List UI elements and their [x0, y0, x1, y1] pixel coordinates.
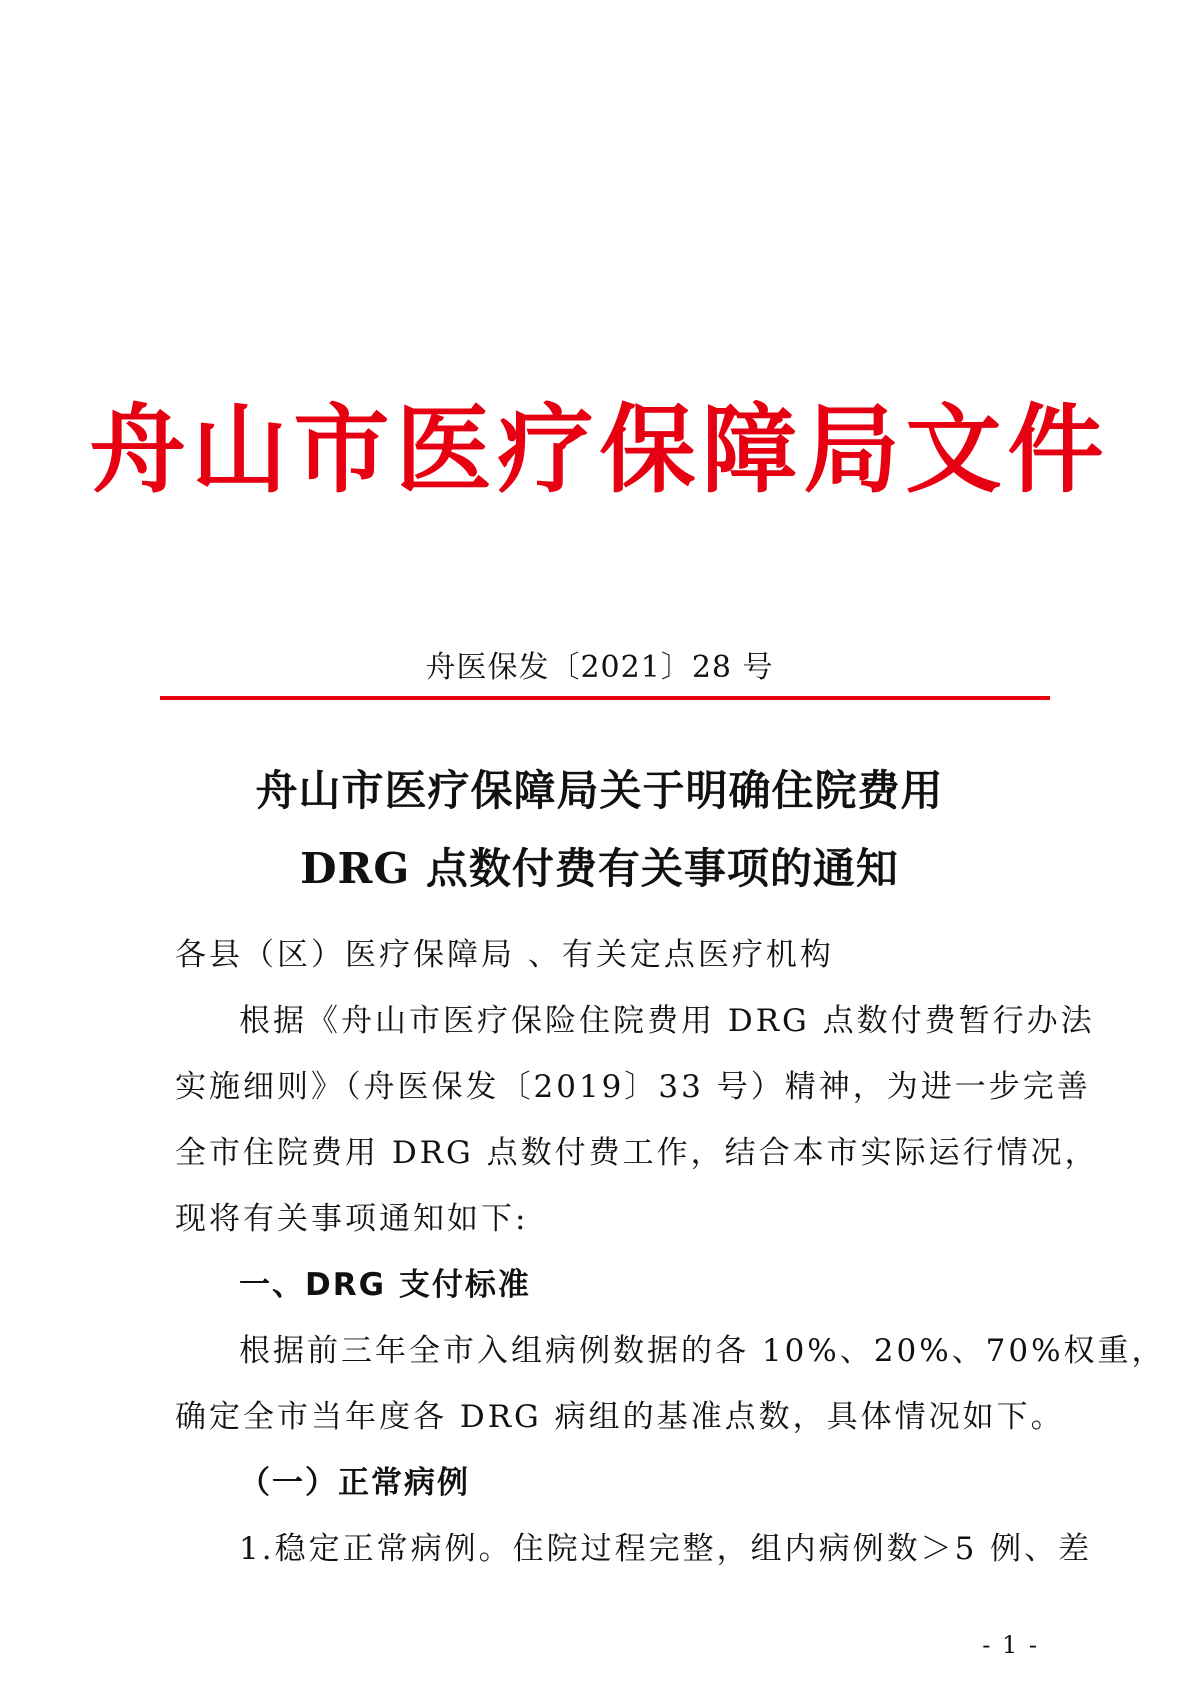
document-body — [175, 922, 1166, 1582]
document-number: 舟医保发〔2021〕28 号 — [425, 650, 774, 685]
red-divider-line — [160, 696, 1050, 700]
addressee: 各县（区）医疗保障局 、有关定点医疗机构 — [175, 937, 834, 973]
paragraph-2-line-2: 确定全市当年度各 DRG 病组的基准点数，具体情况如下。 — [175, 1399, 1065, 1435]
paragraph-3-line-1: 1.稳定正常病例。住院过程完整，组内病例数＞5 例、差 — [239, 1531, 1093, 1567]
document-title-line-2: DRG 点数付费有关事项的通知 — [300, 844, 899, 893]
document-title-line-1: 舟山市医疗保障局关于明确住院费用 — [255, 766, 944, 815]
paragraph-1-line-1: 根据《舟山市医疗保险住院费用 DRG 点数付费暂行办法 — [239, 1003, 1095, 1039]
section-1-heading: 一、DRG 支付标准 — [239, 1267, 531, 1303]
page-number: - 1 - — [982, 1631, 1039, 1659]
paragraph-1-line-3: 全市住院费用 DRG 点数付费工作，结合本市实际运行情况， — [175, 1135, 1099, 1171]
paragraph-1-line-2: 实施细则》（舟医保发〔2019〕33 号）精神，为进一步完善 — [175, 1069, 1091, 1105]
paragraph-1-line-4: 现将有关事项通知如下: — [175, 1201, 529, 1237]
paragraph-2-line-1: 根据前三年全市入组病例数据的各 10%、20%、70%权重， — [239, 1333, 1166, 1369]
document-title — [0, 752, 1199, 908]
subsection-1-heading: （一）正常病例 — [239, 1465, 470, 1501]
issuing-authority-header: 舟山市医疗保障局文件 — [89, 393, 1110, 506]
